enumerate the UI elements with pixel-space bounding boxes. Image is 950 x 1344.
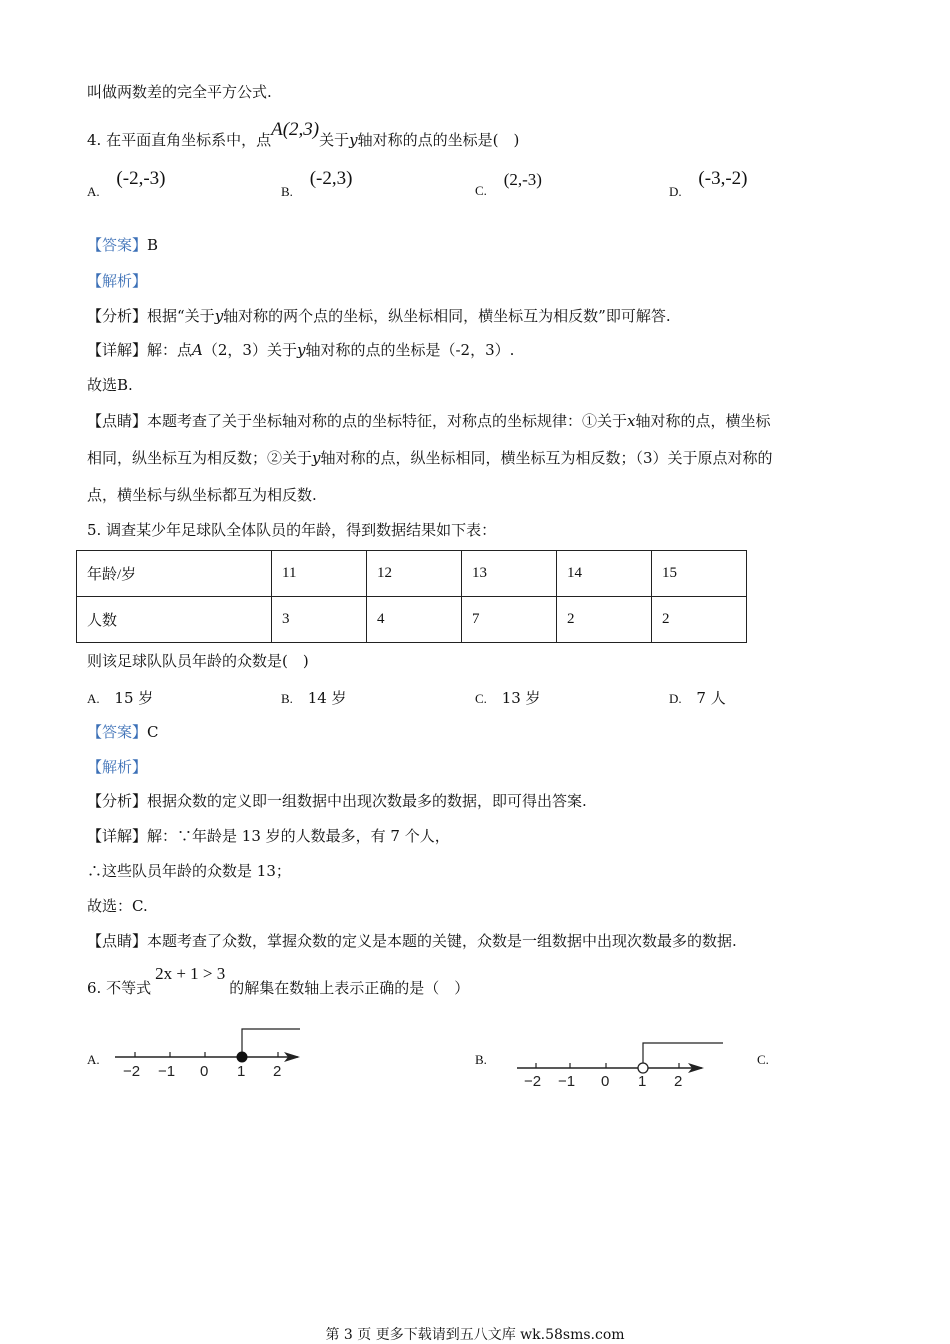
table-cell: 14 xyxy=(557,551,652,597)
number-line-b[interactable] xyxy=(512,1032,722,1092)
q4-choose: 故选B. xyxy=(87,376,133,394)
q5-option-d[interactable]: D. 7 人 xyxy=(669,689,726,707)
solid-endpoint xyxy=(237,1052,247,1062)
q4-fenxi: 【分析】根据“关于y轴对称的两个点的坐标，纵坐标相同，横坐标互为相反数”即可解答. xyxy=(87,307,671,325)
solution-bracket xyxy=(643,1043,723,1063)
table-cell: 3 xyxy=(272,597,367,643)
q5-analysis-heading: 【解析】 xyxy=(87,758,148,776)
q5-question: 则该足球队队员年龄的众数是( ) xyxy=(87,652,309,670)
q5-option-c[interactable]: C. 13 岁 xyxy=(475,689,541,707)
solution-bracket xyxy=(242,1029,300,1057)
table-cell: 11 xyxy=(272,551,367,597)
q5-option-a[interactable]: A. 15 岁 xyxy=(87,689,154,707)
tick-label: 2 xyxy=(273,1063,282,1080)
age-table xyxy=(76,550,747,643)
tick-label: −1 xyxy=(158,1063,176,1080)
q6-option-c-label[interactable]: C. xyxy=(757,1052,769,1067)
q4-analysis-heading: 【解析】 xyxy=(87,272,148,290)
q5-comment: 【点睛】本题考查了众数，掌握众数的定义是本题的关键，众数是一组数据中出现次数最多的数据. xyxy=(87,932,737,950)
q6-option-b-label[interactable]: B. xyxy=(475,1052,487,1067)
tick-label: 1 xyxy=(638,1073,647,1090)
q4-comment-line2: 相同，纵坐标互为相反数；②关于y轴对称的点，纵坐标相同，横坐标互为相反数；（3）关于原点对称的 xyxy=(87,449,773,467)
table-cell: 4 xyxy=(367,597,462,643)
table-cell: 15 xyxy=(652,551,747,597)
tick-label: 0 xyxy=(200,1063,209,1080)
table-cell: 年龄/岁 xyxy=(77,551,272,597)
question-6-stem: 6. 不等式2x + 1 > 3的解集在数轴上表示正确的是（ ） xyxy=(87,964,470,997)
q6-option-a-label[interactable]: A. xyxy=(87,1052,100,1067)
question-5-stem: 5. 调查某少年足球队全体队员的年龄，得到数据结果如下表： xyxy=(87,521,497,539)
q4-comment-line1: 【点睛】本题考查了关于坐标轴对称的点的坐标特征，对称点的坐标规律：①关于x轴对称的点，横坐标 xyxy=(87,412,771,430)
tick-label: −2 xyxy=(123,1063,141,1080)
q4-option-c[interactable]: C. (2,-3) xyxy=(475,170,542,198)
q5-choose: 故选：C. xyxy=(87,897,148,915)
table-cell: 人数 xyxy=(77,597,272,643)
tick-label: 0 xyxy=(601,1073,610,1090)
table-cell: 2 xyxy=(652,597,747,643)
table-row xyxy=(77,551,747,597)
tick-label: −1 xyxy=(558,1073,576,1090)
tick-label: −2 xyxy=(524,1073,542,1090)
question-4-stem: 4. 在平面直角坐标系中，点A(2,3)关于y轴对称的点的坐标是( ) xyxy=(87,119,520,149)
table-cell: 12 xyxy=(367,551,462,597)
q5-detail: 【详解】解：∵年龄是 13 岁的人数最多，有 7 个人， xyxy=(87,827,450,845)
q4-option-b[interactable]: B. (-2,3) xyxy=(281,168,353,199)
table-cell: 7 xyxy=(462,597,557,643)
q4-option-a[interactable]: A. (-2,-3) xyxy=(87,168,166,199)
inequality-math: 2x + 1 > 3 xyxy=(155,964,226,983)
hollow-endpoint xyxy=(638,1063,648,1073)
number-line-a[interactable] xyxy=(110,1020,310,1085)
table-cell: 2 xyxy=(557,597,652,643)
q4-option-d[interactable]: D. (-3,-2) xyxy=(669,168,748,199)
q5-therefore: ∴这些队员年龄的众数是 13； xyxy=(87,862,291,880)
tick-label: 2 xyxy=(674,1073,683,1090)
page-footer: 第 3 页 更多下载请到五八文库 wk.58sms.com xyxy=(325,1327,625,1343)
q4-answer: 【答案】B xyxy=(87,236,159,254)
text-line: 叫做两数差的完全平方公式. xyxy=(87,83,272,101)
q5-fenxi: 【分析】根据众数的定义即一组数据中出现次数最多的数据，即可得出答案. xyxy=(87,792,587,810)
q5-answer: 【答案】C xyxy=(87,723,159,741)
point-a-math: A(2,3) xyxy=(271,119,320,140)
q5-option-b[interactable]: B. 14 岁 xyxy=(281,689,347,707)
table-row xyxy=(77,597,747,643)
q4-detail: 【详解】解：点A（2，3）关于y轴对称的点的坐标是（-2，3）. xyxy=(87,341,515,359)
tick-label: 1 xyxy=(237,1063,246,1080)
table-cell: 13 xyxy=(462,551,557,597)
q4-comment-line3: 点，横坐标与纵坐标都互为相反数. xyxy=(87,486,317,504)
